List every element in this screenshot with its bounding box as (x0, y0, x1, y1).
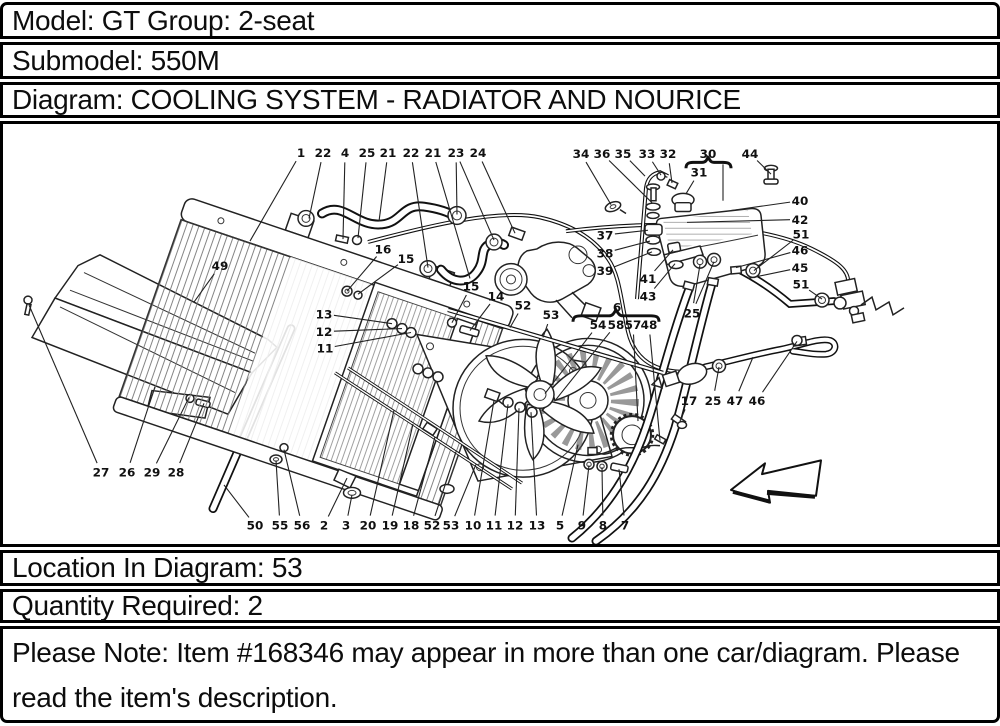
callout-29: 29 (143, 465, 161, 480)
callout-25: 25 (358, 146, 376, 160)
note-row (0, 626, 1000, 723)
callout-46: 46 (748, 393, 766, 408)
submodel-text: Submodel: 550M (12, 44, 220, 76)
callout-6: 6 (612, 300, 622, 315)
callout-46: 46 (791, 243, 809, 258)
leader-line-23 (460, 162, 494, 240)
leader-line-22 (412, 162, 428, 267)
callout-10: 10 (464, 518, 482, 533)
shield-corner-screw (24, 296, 32, 304)
callout-23: 23 (447, 146, 465, 160)
callout-11: 11 (485, 518, 503, 533)
callout-22: 22 (402, 146, 420, 160)
leader-line-55 (276, 460, 279, 515)
callout-25: 25 (704, 393, 722, 408)
callout-48: 48 (640, 318, 658, 333)
callout-51: 51 (792, 277, 810, 292)
callout-30: 30 (699, 147, 717, 161)
callout-58: 58 (607, 318, 625, 333)
callout-38: 38 (596, 246, 614, 261)
leader-line-34 (586, 162, 611, 205)
callout-27: 27 (92, 465, 110, 480)
leader-line-38 (615, 241, 650, 250)
direction-arrow (731, 460, 821, 502)
callout-1: 1 (296, 146, 306, 160)
note-text: Please Note: Item #168346 may appear in more than one car/diagram. Please read the item's description. (12, 637, 960, 713)
leader-line-40 (731, 202, 790, 210)
valve-assembly (834, 278, 904, 322)
diagram-title-row (0, 82, 1000, 118)
callout-40: 40 (791, 194, 809, 209)
leader-line-53 (455, 464, 476, 516)
model-text: Model: GT Group: 2-seat (12, 4, 315, 36)
callout-15: 15 (462, 279, 480, 294)
callout-47: 47 (726, 393, 744, 408)
callout-7: 7 (620, 518, 630, 533)
callout-22: 22 (314, 146, 332, 160)
callout-55: 55 (271, 518, 289, 533)
callout-51: 51 (792, 227, 810, 242)
leader-line-21 (379, 162, 387, 221)
callout-45: 45 (791, 261, 809, 276)
callout-34: 34 (572, 147, 590, 161)
callout-14: 14 (487, 289, 505, 304)
leader-line-39 (614, 252, 652, 267)
model-row (0, 2, 1000, 39)
leader-line-4 (343, 162, 345, 239)
callout-24: 24 (469, 146, 487, 160)
leader-line-35 (630, 161, 645, 177)
leader-line-31 (686, 181, 694, 194)
callout-52: 52 (514, 298, 532, 313)
callout-49: 49 (211, 259, 229, 274)
submodel-row (0, 42, 1000, 79)
callout-16: 16 (374, 242, 392, 257)
callout-52: 52 (423, 518, 441, 533)
callout-5: 5 (555, 518, 565, 533)
callout-57: 57 (624, 318, 642, 333)
callout-37: 37 (596, 228, 614, 243)
location-row (0, 550, 1000, 586)
callout-44: 44 (741, 147, 759, 161)
callout-18: 18 (402, 518, 420, 533)
callout-25: 25 (683, 306, 701, 321)
leader-line-47 (739, 357, 753, 391)
callout-12: 12 (506, 518, 524, 533)
callout-17: 17 (680, 393, 698, 408)
callout-15: 15 (397, 252, 415, 267)
callout-13: 13 (528, 518, 546, 533)
parts-diagram (3, 124, 997, 544)
diagram-panel (0, 121, 1000, 547)
callout-35: 35 (614, 147, 632, 161)
location-text: Location In Diagram: 53 (12, 552, 303, 583)
callout-33: 33 (638, 147, 656, 161)
leader-line-9 (583, 465, 589, 515)
leader-line-50 (224, 485, 249, 517)
callout-56: 56 (293, 518, 311, 533)
callout-36: 36 (593, 147, 611, 161)
callout-20: 20 (359, 518, 377, 533)
callout-54: 54 (589, 318, 607, 333)
callout-12: 12 (315, 325, 333, 339)
callout-31: 31 (690, 165, 708, 180)
wire-connector (588, 448, 597, 455)
callout-28: 28 (167, 465, 185, 480)
quantity-row (0, 589, 1000, 623)
quantity-text: Quantity Required: 2 (12, 590, 263, 621)
callout-13: 13 (315, 307, 333, 322)
callout-39: 39 (596, 264, 614, 278)
diagram-title-text: Diagram: COOLING SYSTEM - RADIATOR AND NOURICE (12, 84, 741, 115)
callout-11: 11 (316, 341, 334, 356)
callout-2: 2 (319, 518, 329, 533)
callout-8: 8 (598, 518, 608, 533)
callout-26: 26 (118, 465, 136, 480)
callout-42: 42 (791, 212, 809, 227)
callout-41: 41 (639, 271, 657, 286)
leader-line-24 (482, 161, 515, 233)
callout-4: 4 (340, 146, 350, 160)
callout-53: 53 (442, 518, 460, 533)
callout-32: 32 (659, 147, 677, 161)
callout-50: 50 (246, 518, 264, 533)
callout-53: 53 (542, 308, 560, 323)
callout-43: 43 (639, 289, 657, 304)
clip (604, 200, 622, 214)
callout-9: 9 (577, 518, 587, 533)
callout-21: 21 (424, 146, 442, 160)
callout-3: 3 (341, 518, 351, 533)
callout-21: 21 (379, 146, 397, 160)
callout-19: 19 (381, 518, 399, 533)
